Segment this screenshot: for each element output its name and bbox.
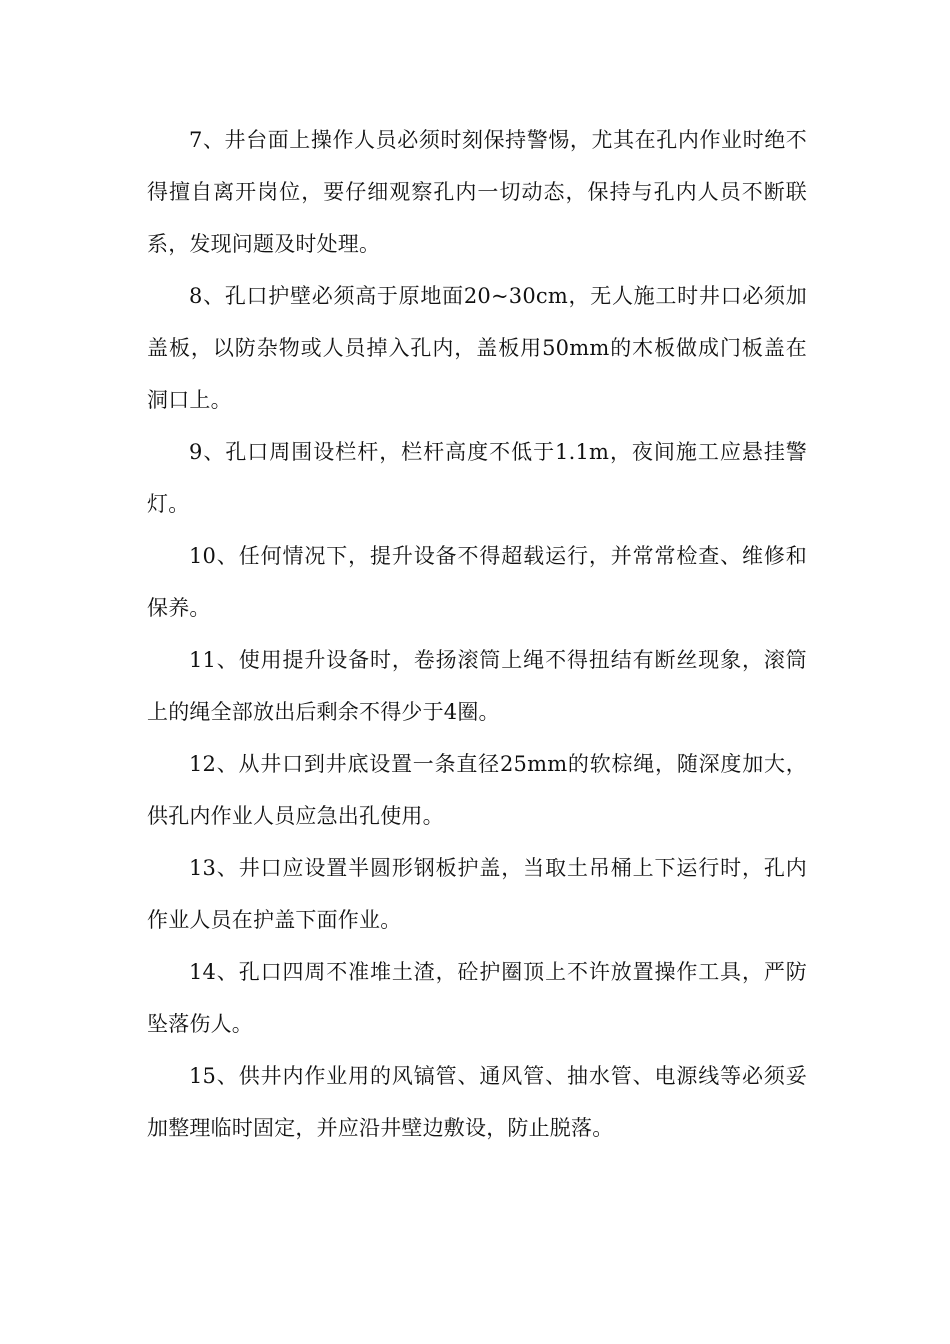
paragraph-10: 10、任何情况下，提升设备不得超载运行，并常常检查、维修和保养。 xyxy=(147,544,807,620)
paragraph-12: 12、从井口到井底设置一条直径25mm的软棕绳，随深度加大，供孔内作业人员应急出孔使用。 xyxy=(147,752,807,828)
document-body xyxy=(147,114,807,1154)
paragraph-14: 14、孔口四周不准堆土渣，砼护圈顶上不许放置操作工具，严防坠落伤人。 xyxy=(147,960,807,1036)
paragraph-7: 7、井台面上操作人员必须时刻保持警惕，尤其在孔内作业时绝不得擅自离开岗位，要仔细观察孔内一切动态，保持与孔内人员不断联系，发现问题及时处理。 xyxy=(147,128,807,256)
paragraph-11: 11、使用提升设备时，卷扬滚筒上绳不得扭结有断丝现象，滚筒上的绳全部放出后剩余不得少于4圈。 xyxy=(147,648,807,724)
paragraph-13: 13、井口应设置半圆形钢板护盖，当取土吊桶上下运行时，孔内作业人员在护盖下面作业。 xyxy=(147,856,807,932)
paragraph-9: 9、孔口周围设栏杆，栏杆高度不低于1.1m，夜间施工应悬挂警灯。 xyxy=(147,440,807,516)
paragraph-8: 8、孔口护壁必须高于原地面20~30cm，无人施工时井口必须加盖板，以防杂物或人员掉入孔内，盖板用50mm的木板做成门板盖在洞口上。 xyxy=(147,284,807,412)
paragraph-15: 15、供井内作业用的风镐管、通风管、抽水管、电源线等必须妥加整理临时固定，并应沿井壁边敷设，防止脱落。 xyxy=(147,1064,807,1140)
